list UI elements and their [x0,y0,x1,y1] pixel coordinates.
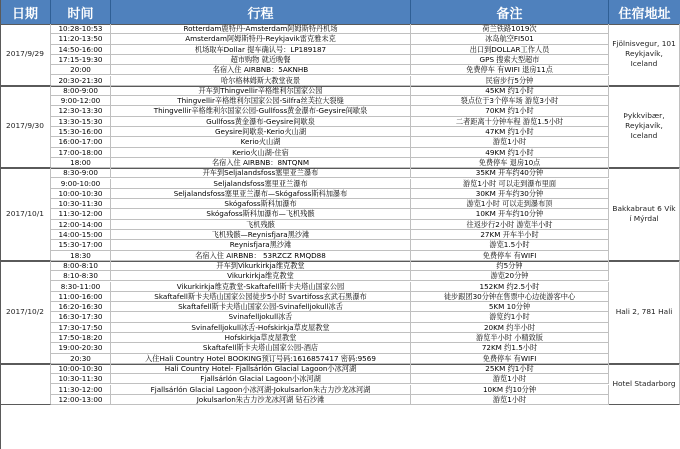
notes-cell[interactable]: GPS 搜索大型超市 [411,55,609,65]
itinerary-cell[interactable]: Seljalandsfoss塞里亚兰瀑布—Skógafoss斯科加瀑布 [111,189,411,199]
notes-cell[interactable]: 免费停车 有WIFI [411,251,609,261]
itinerary-cell[interactable]: Seljalandsfoss塞里亚兰瀑布 [111,179,411,189]
notes-cell[interactable]: 49KM 约1小时 [411,148,609,158]
time-cell[interactable]: 11:00-16:00 [51,292,111,302]
itinerary-cell[interactable]: 超市购物 就近晚餐 [111,55,411,65]
itinerary-cell[interactable]: Svinafelljokull冰舌-Hofskirkja草皮屋教堂 [111,323,411,333]
itinerary-cell[interactable]: Thingvellir辛格维利尔国家公园-Silfra丝芙拉大裂缝 [111,96,411,106]
notes-cell[interactable]: 152KM 约2.5小时 [411,282,609,292]
time-cell[interactable]: 12:30-13:30 [51,106,111,116]
itinerary-cell[interactable]: Vikurkirkja维克教堂-Skaftafell斯卡夫塔山国家公园 [111,282,411,292]
time-cell[interactable]: 12:00-14:00 [51,220,111,230]
date-cell[interactable]: 2017/9/29 [0,24,51,86]
notes-cell[interactable]: 游览半小时 小精致版 [411,333,609,343]
date-cell[interactable]: 2017/10/1 [0,168,51,261]
time-cell[interactable]: 10:00-10:30 [51,189,111,199]
notes-cell[interactable]: 45KM 约1小时 [411,86,609,96]
itinerary-cell[interactable]: Vikurkirkja维克教堂 [111,271,411,281]
time-cell[interactable]: 8:30-11:00 [51,282,111,292]
header-notes[interactable]: 备注 [411,0,609,24]
date-cell[interactable]: 2017/9/30 [0,86,51,168]
itinerary-cell[interactable]: 开车到Thingvellir辛格维利尔国家公园 [111,86,411,96]
time-cell[interactable]: 20:30 [51,354,111,364]
header-date[interactable]: 日期 [0,0,51,24]
itinerary-cell[interactable]: Kerio火山湖 [111,137,411,147]
notes-cell[interactable]: 游览1小时 [411,137,609,147]
time-cell[interactable]: 14:00-15:00 [51,230,111,240]
address-cell[interactable]: Hali 2, 781 Hali [609,261,680,364]
itinerary-cell[interactable]: Reynisfjara黑沙滩 [111,240,411,250]
time-cell[interactable]: 17:15-19:30 [51,55,111,65]
time-cell[interactable]: 8:00-8:10 [51,261,111,271]
header-address[interactable]: 住宿地址 [609,0,680,24]
itinerary-cell[interactable]: 机场取车Dollar 提车确认号：LP189187 [111,45,411,55]
itinerary-cell[interactable]: 名宿入住 AIRBNB：5AKNHB [111,65,411,75]
itinerary-cell[interactable]: Gullfoss黄金瀑布-Geysire间歇泉 [111,117,411,127]
notes-cell[interactable]: 70KM 约1小时 [411,106,609,116]
notes-cell[interactable]: 72KM 约1.5小时 [411,343,609,353]
itinerary-cell[interactable]: Hali Country Hotel- Fjallsárlón Glacial Lagoon小冰河湖 [111,364,411,374]
itinerary-cell[interactable]: Hofskirkja草皮屋教堂 [111,333,411,343]
time-cell[interactable]: 11:20-13:50 [51,34,111,44]
time-cell[interactable]: 17:30-17:50 [51,323,111,333]
date-cell[interactable] [0,364,51,405]
itinerary-cell[interactable]: 飞机残骸 [111,220,411,230]
notes-cell[interactable]: 民宿步行5分钟 [411,76,609,86]
time-cell[interactable]: 10:30-11:30 [51,374,111,384]
time-cell[interactable]: 18:30 [51,251,111,261]
itinerary-cell[interactable]: Skaftafell斯卡夫塔山国家公园-Svinafelljokull冰舌 [111,302,411,312]
date-cell[interactable]: 2017/10/2 [0,261,51,364]
notes-cell[interactable]: 5KM 10分钟 [411,302,609,312]
address-cell[interactable]: Bakkabraut 6 Vík í Mýrdal [609,168,680,261]
notes-cell[interactable]: 游览20分钟 [411,271,609,281]
time-cell[interactable]: 17:50-18:20 [51,333,111,343]
notes-cell[interactable]: 游览1小时 [411,395,609,405]
time-cell[interactable]: 9:00-10:00 [51,179,111,189]
notes-cell[interactable]: 出口到DOLLAR工作人员 [411,45,609,55]
itinerary-cell[interactable]: Kerio火山湖-住宿 [111,148,411,158]
time-cell[interactable]: 15:30-17:00 [51,240,111,250]
notes-cell[interactable]: 25KM 约1小时 [411,364,609,374]
notes-cell[interactable]: 游览约1小时 [411,312,609,322]
time-cell[interactable]: 11:30-12:00 [51,209,111,219]
notes-cell[interactable]: 10KM 约10分钟 [411,385,609,395]
time-cell[interactable]: 14:50-16:00 [51,45,111,55]
itinerary-cell[interactable]: Thingvellir辛格维利尔国家公园-Gullfoss黄金瀑布-Geysire间歇泉 [111,106,411,116]
notes-cell[interactable]: 10KM 开车约10分钟 [411,209,609,219]
header-itinerary[interactable]: 行程 [111,0,411,24]
notes-cell[interactable]: 30KM 开车约30分钟 [411,189,609,199]
notes-cell[interactable]: 荷兰铁路1019次 [411,24,609,34]
time-cell[interactable]: 18:00 [51,158,111,168]
itinerary-cell[interactable]: 名宿入住 AIRBNB：8NTQNM [111,158,411,168]
time-cell[interactable]: 10:00-10:30 [51,364,111,374]
notes-cell[interactable]: 游览1.5小时 [411,240,609,250]
itinerary-cell[interactable]: 开车到Vikurkirkja维克教堂 [111,261,411,271]
time-cell[interactable]: 20:30-21:30 [51,76,111,86]
time-cell[interactable]: 16:30-17:30 [51,312,111,322]
itinerary-cell[interactable]: Fjallsárlón Glacial Lagoon小冰河湖-Jokulsarlon朱古力沙龙冰河湖 [111,385,411,395]
notes-cell[interactable]: 二者距离十分钟车程 游览1.5小时 [411,117,609,127]
itinerary-cell[interactable]: Geysire间歇泉-Kerio火山湖 [111,127,411,137]
time-cell[interactable]: 11:30-12:00 [51,385,111,395]
itinerary-cell[interactable]: Skógafoss斯科加瀑布—飞机残骸 [111,209,411,219]
itinerary-cell[interactable]: 哈尔格林姆斯大教堂夜景 [111,76,411,86]
time-cell[interactable]: 19:00-20:30 [51,343,111,353]
notes-cell[interactable]: 20KM 约半小时 [411,323,609,333]
time-cell[interactable]: 17:00-18:00 [51,148,111,158]
notes-cell[interactable]: 27KM 开车半小时 [411,230,609,240]
time-cell[interactable]: 13:30-15:30 [51,117,111,127]
time-cell[interactable]: 10:28-10:53 [51,24,111,34]
notes-cell[interactable]: 冰岛航空FI501 [411,34,609,44]
itinerary-cell[interactable]: 开车到Seljalandsfoss塞里亚兰瀑布 [111,168,411,178]
time-cell[interactable]: 15:30-16:00 [51,127,111,137]
address-cell[interactable]: Hotel Stadarborg [609,364,680,405]
itinerary-cell[interactable]: Amsterdam阿姆斯特丹-Reykjavik雷克雅未克 [111,34,411,44]
time-cell[interactable]: 12:00-13:00 [51,395,111,405]
notes-cell[interactable]: 裂点位于3个停车场 游览3小时 [411,96,609,106]
header-time[interactable]: 时间 [51,0,111,24]
notes-cell[interactable]: 47KM 约1小时 [411,127,609,137]
address-cell[interactable]: Þykkvibær, Reykjavík, Iceland [609,86,680,168]
itinerary-cell[interactable]: 飞机残骸—Reynisfjara黑沙滩 [111,230,411,240]
time-cell[interactable]: 20:00 [51,65,111,75]
time-cell[interactable]: 8:00-9:00 [51,86,111,96]
itinerary-cell[interactable]: Skaftafell斯卡夫塔山国家公园-酒店 [111,343,411,353]
time-cell[interactable]: 16:20-16:30 [51,302,111,312]
notes-cell[interactable]: 35KM 开车约40分钟 [411,168,609,178]
time-cell[interactable]: 16:00-17:00 [51,137,111,147]
itinerary-cell[interactable]: 名宿入住 AIRBNB： 53RZCZ RMQD88 [111,251,411,261]
notes-cell[interactable]: 徒步跟团30分钟在售票中心边徒游客中心 [411,292,609,302]
notes-cell[interactable]: 免费停车 有WIFI [411,354,609,364]
itinerary-cell[interactable]: Skaftafell斯卡夫塔山国家公园徒步5小时 Svartifoss玄武石黑瀑布 [111,292,411,302]
notes-cell[interactable]: 免费停车 有WIFI 退房11点 [411,65,609,75]
itinerary-cell[interactable]: Fjallsárlón Glacial Lagoon小冰河湖 [111,374,411,384]
address-cell[interactable]: Fjölnisvegur, 101 Reykjavík, Iceland [609,24,680,86]
notes-cell[interactable]: 游览1小时 可以走到瀑布顶 [411,199,609,209]
itinerary-cell[interactable]: Rotterdam鹿特丹-Amsterdam阿姆斯特丹机场 [111,24,411,34]
notes-cell[interactable]: 免费停车 退房10点 [411,158,609,168]
time-cell[interactable]: 8:30-9:00 [51,168,111,178]
itinerary-cell[interactable]: Svinafelljokull冰舌 [111,312,411,322]
time-cell[interactable]: 8:10-8:30 [51,271,111,281]
itinerary-cell[interactable]: Skógafoss斯科加瀑布 [111,199,411,209]
itinerary-cell[interactable]: 入住Hali Country Hotel BOOKING预订号码:1616857417 密码:9569 [111,354,411,364]
notes-cell[interactable]: 往返步行2小时 游览半小时 [411,220,609,230]
time-cell[interactable]: 9:00-12:00 [51,96,111,106]
notes-cell[interactable]: 游览1小时 可以走到瀑布里面 [411,179,609,189]
notes-cell[interactable]: 游览1小时 [411,374,609,384]
notes-cell[interactable]: 约5分钟 [411,261,609,271]
itinerary-cell[interactable]: Jokulsarlon朱古力沙龙冰河湖 钻石沙滩 [111,395,411,405]
time-cell[interactable]: 10:30-11:30 [51,199,111,209]
